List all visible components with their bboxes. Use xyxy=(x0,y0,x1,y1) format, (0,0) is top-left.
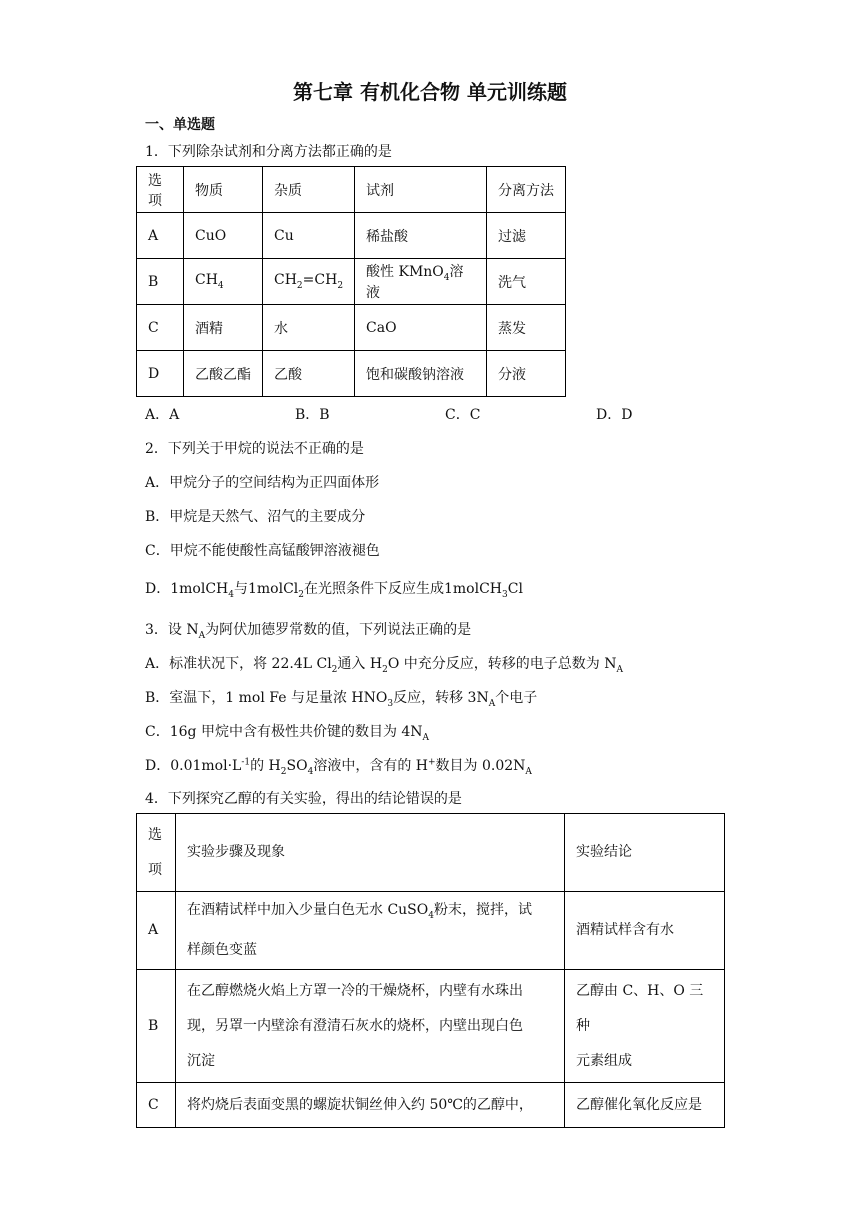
subscript: 2 xyxy=(280,766,287,777)
table-cell: 饱和碳酸钠溶液 xyxy=(355,351,487,397)
table-cell: 水 xyxy=(263,305,355,351)
table-cell: 酒精试样含有水 xyxy=(565,892,725,970)
header-cell: 分离方法 xyxy=(487,167,566,213)
table-row xyxy=(137,213,566,259)
table-cell: A xyxy=(137,892,176,970)
table-cell: 蒸发 xyxy=(487,305,566,351)
table-cell: D xyxy=(137,351,184,397)
question-3-stem xyxy=(145,619,471,641)
table-cell: B xyxy=(137,970,176,1083)
question-2-option-c[interactable]: C．甲烷不能使酸性高锰酸钾溶液褪色 xyxy=(145,543,380,559)
table-row xyxy=(137,259,566,305)
table-row xyxy=(137,1083,725,1128)
formula-text: 1molCl xyxy=(247,581,299,597)
table-cell: CuO xyxy=(184,213,263,259)
question-2-stem: 2．下列关于甲烷的说法不正确的是 xyxy=(145,441,364,457)
table-header-row xyxy=(137,167,566,213)
subscript: 4 xyxy=(307,766,314,777)
option-text: SO xyxy=(286,758,308,774)
formula-text: CH xyxy=(195,272,218,289)
subscript: 4 xyxy=(428,910,434,921)
cell-line xyxy=(187,893,553,934)
choice-c[interactable]: C．C xyxy=(445,407,481,423)
subscript: 2 xyxy=(296,280,303,291)
option-text: 与 xyxy=(233,581,248,597)
option-text: 个电子 xyxy=(495,690,538,706)
subscript: 2 xyxy=(382,664,388,675)
option-text: B．室温下，1 mol Fe 与足量浓 HNO xyxy=(145,690,388,706)
choice-b[interactable]: B．B xyxy=(295,407,330,423)
cell-line: 在乙醇燃烧火焰上方罩一冷的干燥烧杯，内壁有水珠出 xyxy=(187,982,523,999)
option-text: C．16g 甲烷中含有极性共价键的数目为 4N xyxy=(145,724,423,740)
header-text: 选 xyxy=(148,826,162,843)
option-text: 在光照条件下反应生成 xyxy=(304,581,444,597)
subscript: 3 xyxy=(502,589,508,600)
table-cell: 过滤 xyxy=(487,213,566,259)
subscript: 4 xyxy=(228,589,234,600)
table-cell xyxy=(176,892,565,970)
question-2-option-d[interactable] xyxy=(145,578,523,600)
choice-d[interactable]: D．D xyxy=(596,407,633,423)
header-cell xyxy=(137,814,176,892)
header-cell: 杂质 xyxy=(263,167,355,213)
section-heading: 一、单选题 xyxy=(145,117,215,133)
choice-a[interactable]: A．A xyxy=(145,407,180,423)
question-3-option-c[interactable] xyxy=(145,721,429,743)
subscript: A xyxy=(525,766,532,777)
cell-line: 乙醇由 C、H、O 三种 xyxy=(576,982,704,1034)
subscript: A xyxy=(488,698,496,709)
table-cell: 洗气 xyxy=(487,259,566,305)
formula-text: 1molCH xyxy=(444,581,503,597)
cell-line: 现，另罩一内壁涂有澄清石灰水的烧杯，内壁出现白色 xyxy=(187,1017,523,1034)
page-title: 第七章 有机化合物 单元训练题 xyxy=(293,80,567,104)
table-cell: 乙酸 xyxy=(263,351,355,397)
table-cell xyxy=(565,970,725,1083)
question-2-option-b[interactable]: B．甲烷是天然气、沼气的主要成分 xyxy=(145,509,366,525)
table-cell: 酒精 xyxy=(184,305,263,351)
header-cell: 选项 xyxy=(137,167,184,213)
cell-line: 元素组成 xyxy=(576,1052,632,1069)
header-cell: 试剂 xyxy=(355,167,487,213)
formula-text: 1molCH xyxy=(170,581,229,597)
stem-text: 为阿伏加德罗常数的值，下列说法正确的是 xyxy=(205,622,472,638)
table-cell: C xyxy=(137,305,184,351)
subscript: 4 xyxy=(217,280,224,291)
subscript: A xyxy=(616,664,623,675)
header-cell: 实验结论 xyxy=(565,814,725,892)
table-cell: B xyxy=(137,259,184,305)
table-cell: 分液 xyxy=(487,351,566,397)
formula-text: Cl xyxy=(507,581,523,597)
formula-text: =CH xyxy=(302,272,338,289)
subscript: 4 xyxy=(443,272,450,283)
option-text: 反应，转移 3N xyxy=(393,690,489,706)
table-row xyxy=(137,970,725,1083)
header-cell: 物质 xyxy=(184,167,263,213)
table-cell: 乙醇催化氧化反应是 xyxy=(565,1083,725,1128)
table-cell: 稀盐酸 xyxy=(355,213,487,259)
table-row xyxy=(137,892,725,970)
cell-line: 沉淀 xyxy=(187,1052,215,1069)
header-cell: 实验步骤及现象 xyxy=(176,814,565,892)
superscript: + xyxy=(428,757,436,768)
table-cell xyxy=(263,259,355,305)
subscript: A xyxy=(198,630,206,641)
table-row xyxy=(137,305,566,351)
option-text: 的 H xyxy=(250,758,281,774)
cell-text: 在酒精试样中加入少量白色无水 CuSO xyxy=(187,901,429,918)
table-cell: CaO xyxy=(355,305,487,351)
option-label: D． xyxy=(145,581,171,597)
cell-line: 样颜色变蓝 xyxy=(187,942,257,959)
formula-text: 溶液 xyxy=(366,263,464,302)
option-text: A．标准状况下，将 22.4L Cl xyxy=(145,656,332,672)
table-cell: Cu xyxy=(263,213,355,259)
question-3-option-b[interactable] xyxy=(145,687,537,709)
cell-text: 粉末，搅拌，试 xyxy=(433,901,532,918)
table-cell: 将灼烧后表面变黑的螺旋状铜丝伸入约 50℃的乙醇中， xyxy=(176,1083,565,1128)
table-header-row xyxy=(137,814,725,892)
stem-text: 3．设 N xyxy=(145,622,199,638)
question-4-table xyxy=(136,813,725,1128)
table-cell xyxy=(176,970,565,1083)
formula-text: 酸性 KMnO xyxy=(366,263,444,280)
option-text: 数目为 0.02N xyxy=(435,758,526,774)
table-row xyxy=(137,351,566,397)
option-text: 溶液中，含有的 H xyxy=(313,758,428,774)
subscript: 2 xyxy=(331,664,338,675)
question-1-stem: 1．下列除杂试剂和分离方法都正确的是 xyxy=(145,144,392,160)
option-text: O 中充分反应，转移的电子总数为 N xyxy=(387,656,617,672)
option-text: 通入 H xyxy=(337,656,383,672)
subscript: A xyxy=(422,732,430,743)
subscript: 2 xyxy=(337,280,344,291)
formula-text: CH xyxy=(274,272,297,289)
option-text: D．0.01mol·L xyxy=(145,758,242,774)
header-text: 项 xyxy=(148,861,162,878)
table-cell xyxy=(184,259,263,305)
question-3-option-d[interactable] xyxy=(145,755,532,777)
table-cell: C xyxy=(137,1083,176,1128)
subscript: 3 xyxy=(387,698,394,709)
table-cell xyxy=(355,259,487,305)
question-3-option-a[interactable] xyxy=(145,653,623,675)
superscript: -1 xyxy=(241,757,251,768)
table-cell: 乙酸乙酯 xyxy=(184,351,263,397)
subscript: 2 xyxy=(298,589,304,600)
table-cell: A xyxy=(137,213,184,259)
question-2-option-a[interactable]: A．甲烷分子的空间结构为正四面体形 xyxy=(145,475,380,491)
question-4-stem: 4．下列探究乙醇的有关实验，得出的结论错误的是 xyxy=(145,791,462,807)
question-1-table xyxy=(136,166,566,397)
